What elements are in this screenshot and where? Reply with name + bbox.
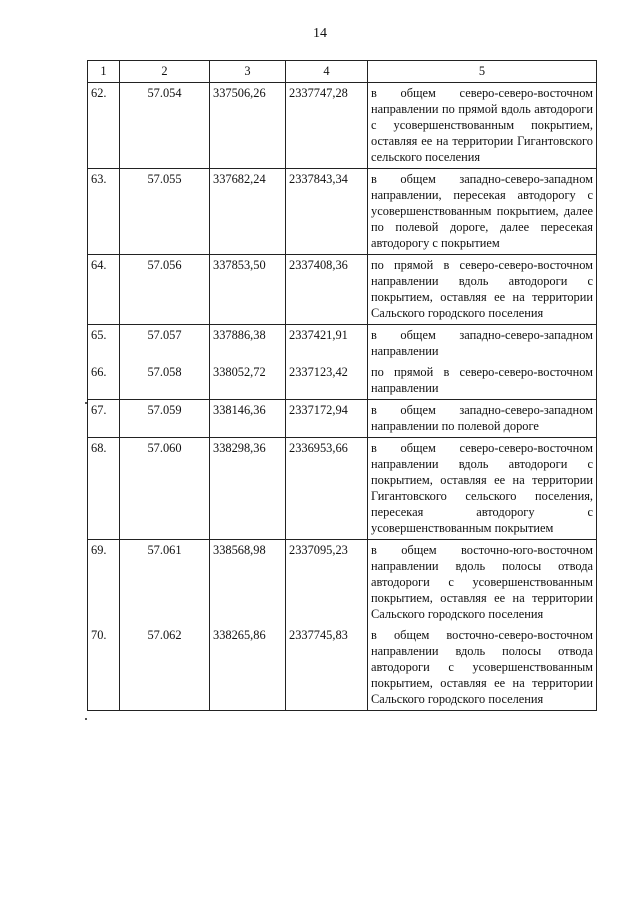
boundary-description: в общем западно-северо-западном направлении	[368, 325, 597, 363]
table-row	[88, 325, 597, 363]
row-number: 66.	[88, 362, 120, 400]
coordinate-x: 337682,24	[210, 169, 286, 255]
header-cell: 3	[210, 61, 286, 83]
table-row	[88, 400, 597, 438]
coordinate-y: 2337843,34	[286, 169, 368, 255]
coordinate-y: 2337123,42	[286, 362, 368, 400]
point-code: 57.057	[120, 325, 210, 363]
table-header-row	[88, 61, 597, 83]
page-number: 14	[313, 26, 327, 41]
point-code: 57.060	[120, 438, 210, 540]
point-code: 57.054	[120, 83, 210, 169]
coordinate-y: 2337745,83	[286, 625, 368, 711]
coordinate-x: 337853,50	[210, 255, 286, 325]
boundary-description: в общем западно-северо-западном направлении, пересекая автодорогу с усовершенствованным покрытием, далее по полевой дороге, далее пересекая автодорогу с покрытием	[368, 169, 597, 255]
coordinate-y: 2336953,66	[286, 438, 368, 540]
margin-dot	[85, 718, 87, 720]
coordinate-x: 338146,36	[210, 400, 286, 438]
point-code: 57.055	[120, 169, 210, 255]
boundary-description: в общем западно-северо-западном направлении по полевой дороге	[368, 400, 597, 438]
boundary-description: в общем северо-северо-восточном направлении по прямой вдоль автодороги с усовершенствованным покрытием, оставляя ее на территории Гигантовского сельского поселения	[368, 83, 597, 169]
row-number: 62.	[88, 83, 120, 169]
table-row	[88, 362, 597, 400]
point-code: 57.059	[120, 400, 210, 438]
row-number: 67.	[88, 400, 120, 438]
table-row	[88, 438, 597, 540]
boundary-description: в общем восточно-северо-восточном направлении вдоль полосы отвода автодороги с усовершенствованным покрытием, оставляя ее на территории Сальского городского поселения	[368, 625, 597, 711]
boundary-description: в общем восточно-юго-восточном направлении вдоль полосы отвода автодороги с усовершенствованным покрытием, оставляя ее на территории Сальского городского поселения	[368, 540, 597, 626]
point-code: 57.061	[120, 540, 210, 626]
boundary-description: в общем северо-северо-восточном направлении вдоль автодороги с покрытием, оставляя ее на территории Гигантовского сельского поселения, пересекая автодорогу с усовершенствованным покрытием	[368, 438, 597, 540]
coordinate-y: 2337408,36	[286, 255, 368, 325]
header-cell: 1	[88, 61, 120, 83]
table-row	[88, 169, 597, 255]
header-cell: 5	[368, 61, 597, 83]
point-code: 57.062	[120, 625, 210, 711]
point-code: 57.058	[120, 362, 210, 400]
coordinate-x: 338568,98	[210, 540, 286, 626]
coordinate-x: 338298,36	[210, 438, 286, 540]
coordinate-x: 338265,86	[210, 625, 286, 711]
row-number: 65.	[88, 325, 120, 363]
header-cell: 4	[286, 61, 368, 83]
header-cell: 2	[120, 61, 210, 83]
coordinate-x: 337886,38	[210, 325, 286, 363]
row-number: 70.	[88, 625, 120, 711]
coordinate-x: 337506,26	[210, 83, 286, 169]
table-row	[88, 625, 597, 711]
point-code: 57.056	[120, 255, 210, 325]
coordinate-y: 2337095,23	[286, 540, 368, 626]
coordinate-x: 338052,72	[210, 362, 286, 400]
row-number: 68.	[88, 438, 120, 540]
table-row	[88, 83, 597, 169]
coordinate-y: 2337172,94	[286, 400, 368, 438]
row-number: 64.	[88, 255, 120, 325]
boundary-description: по прямой в северо-северо-восточном направлении вдоль автодороги с покрытием, оставляя ее на территории Сальского городского поселения	[368, 255, 597, 325]
table-row	[88, 540, 597, 626]
table-row	[88, 255, 597, 325]
boundary-description: по прямой в северо-северо-восточном направлении	[368, 362, 597, 400]
row-number: 69.	[88, 540, 120, 626]
coordinate-y: 2337747,28	[286, 83, 368, 169]
coordinates-table	[87, 60, 597, 711]
coordinate-y: 2337421,91	[286, 325, 368, 363]
row-number: 63.	[88, 169, 120, 255]
